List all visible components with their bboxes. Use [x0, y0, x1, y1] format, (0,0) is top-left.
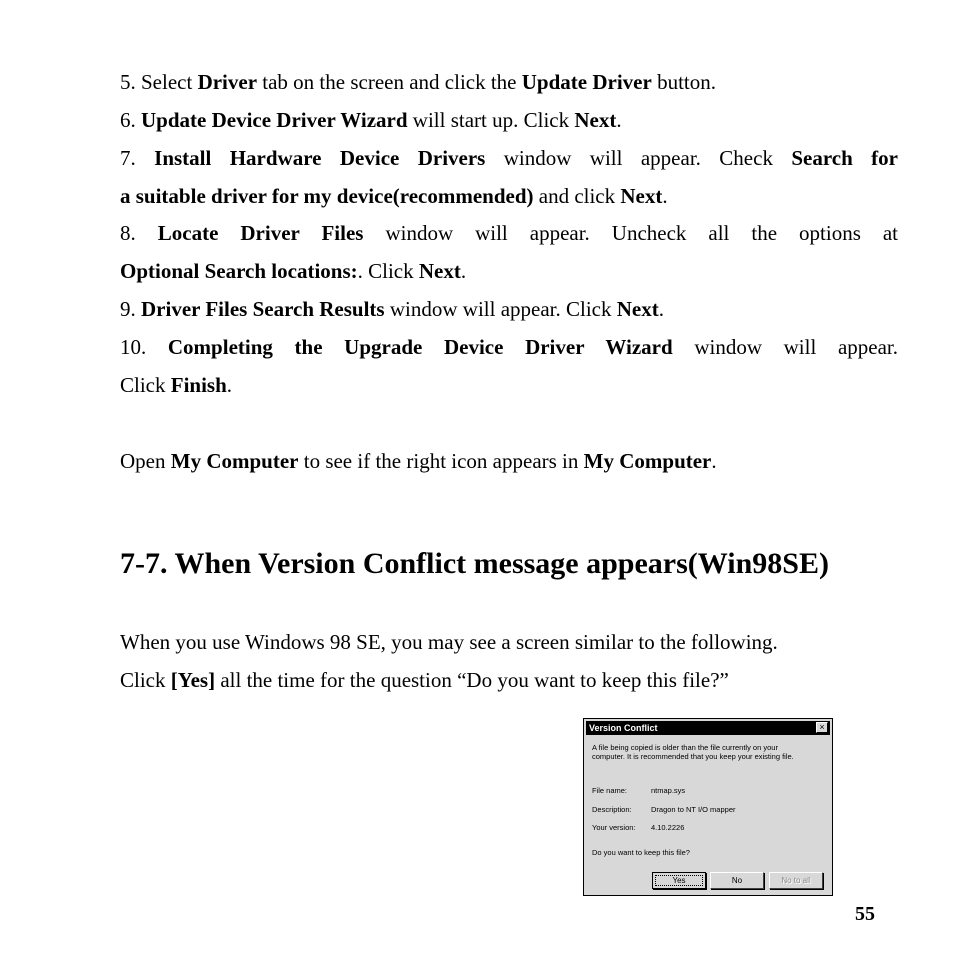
file-name-value: ntmap.sys [651, 786, 686, 795]
no-to-all-button[interactable]: No to all [769, 872, 823, 889]
step-5: 5. Select Driver tab on the screen and click the Update Driver button. [120, 70, 716, 94]
step-7-line-2: a suitable driver for my device(recommended) and click Next. [120, 184, 668, 208]
page-number: 55 [855, 903, 875, 925]
description-value: Dragon to NT I/O mapper [651, 805, 736, 814]
step-7-line-1: 7. Install Hardware Device Drivers window will appear. Check Search for [120, 146, 898, 170]
intro-line-1: When you use Windows 98 SE, you may see a screen similar to the following. [120, 630, 778, 654]
step-10-line-2: Click Finish. [120, 373, 233, 397]
step-9: 9. Driver Files Search Results window will appear. Click Next. [120, 297, 664, 321]
close-icon[interactable]: × [816, 722, 828, 733]
dialog-message-line-2: computer. It is recommended that you keep your existing file. [592, 752, 794, 761]
version-label: Your version: [592, 823, 636, 832]
no-button[interactable]: No [710, 872, 764, 889]
yes-button[interactable]: Yes [652, 872, 706, 889]
step-8-line-2: Optional Search locations:. Click Next. [120, 259, 467, 283]
intro-line-2: Click [Yes] all the time for the question “Do you want to keep this file?” [120, 668, 729, 692]
section-heading: 7-7. When Version Conflict message appears(Win98SE) [120, 547, 829, 580]
step-6: 6. Update Device Driver Wizard will start up. Click Next. [120, 108, 622, 132]
dialog-title-bar [586, 721, 830, 735]
step-10-line-1: 10. Completing the Upgrade Device Driver Wizard window will appear. [120, 335, 898, 359]
open-my-computer-line: Open My Computer to see if the right icon appears in My Computer. [120, 449, 717, 473]
step-8-line-1: 8. Locate Driver Files window will appear. Uncheck all the options at [120, 221, 899, 245]
keep-file-question: Do you want to keep this file? [592, 848, 690, 857]
version-conflict-dialog [583, 718, 833, 896]
dialog-message-line-1: A file being copied is older than the file currently on your [592, 743, 778, 752]
description-label: Description: [592, 805, 632, 814]
version-value: 4.10.2226 [651, 823, 685, 832]
file-name-label: File name: [592, 786, 628, 795]
dialog-title: Version Conflict [589, 723, 658, 733]
